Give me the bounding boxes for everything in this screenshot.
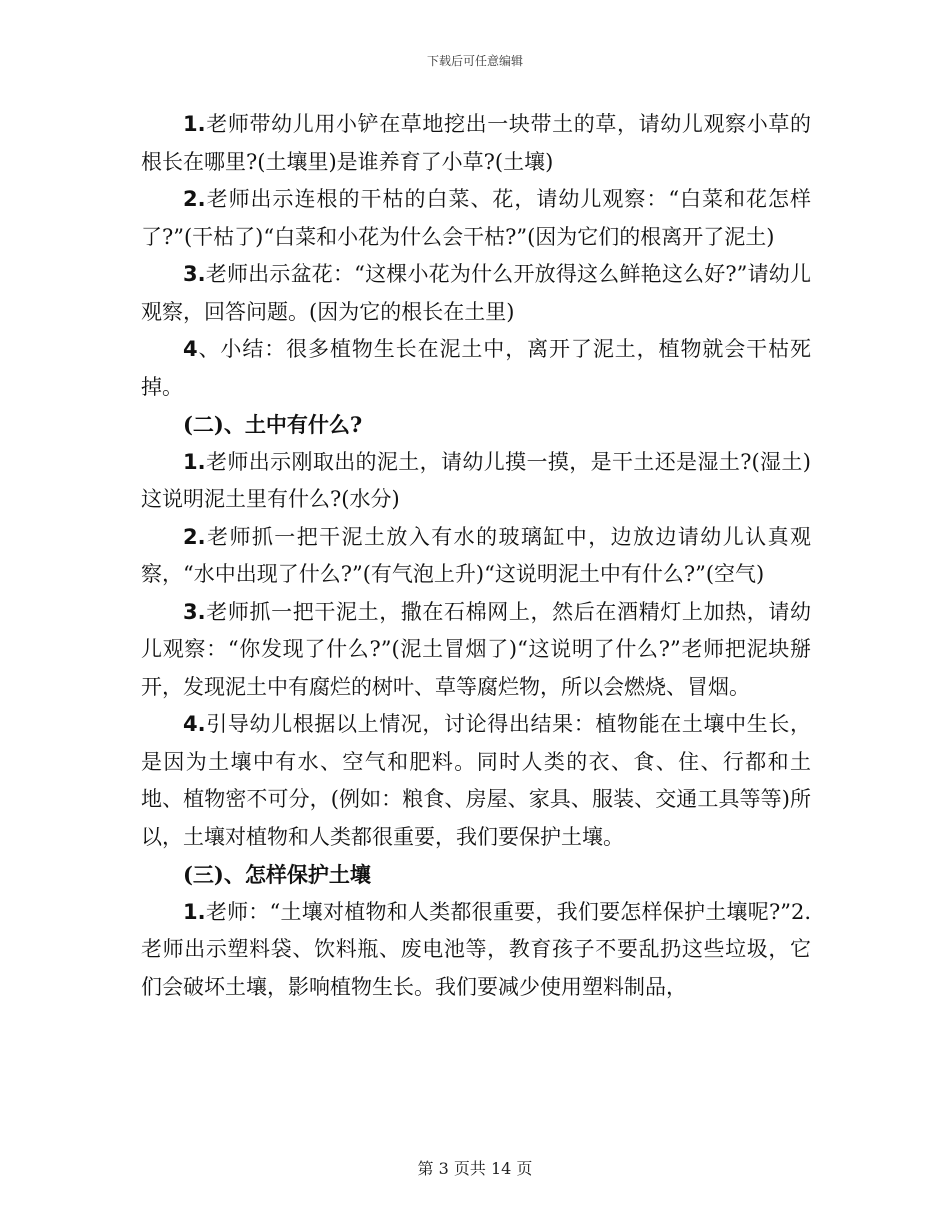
paragraph-text: 老师出示盆花：“这棵小花为什么开放得这么鲜艳这么好?”请幼儿观察，回答问题。(因为它的根长在土里) (141, 262, 811, 324)
section-heading: (二)、土中有什么? (183, 412, 363, 437)
paragraph-text: 老师出示刚取出的泥土，请幼儿摸一摸，是干土还是湿土?(湿土)这说明泥土里有什么?(水分) (141, 449, 811, 511)
paragraph-text: 引导幼儿根据以上情况，讨论得出结果：植物能在土壤中生长，是因为土壤中有水、空气和肥料。同时人类的衣、食、住、行都和土地、植物密不可分，(例如：粮食、房屋、家具、服装、交通工具等等)所以，土壤对植物和人类都很重要，我们要保护土壤。 (141, 712, 811, 849)
item-number: 4 (183, 337, 198, 361)
paragraph-text: 老师出示连根的干枯的白菜、花，请幼儿观察：“白菜和花怎样了?”(干枯了)“白菜和小花为什么会干枯?”(因为它们的根离开了泥土) (141, 187, 811, 249)
paragraph-text: 老师：“土壤对植物和人类都很重要，我们要怎样保护土壤呢?”2.老师出示塑料袋、饮料瓶、废电池等，教育孩子不要乱扔这些垃圾，它们会破坏土壤，影响植物生长。我们要减少使用塑料制品， (141, 899, 811, 999)
paragraph-text: 老师抓一把干泥土，撒在石棉网上，然后在酒精灯上加热，请幼儿观察：“你发现了什么?”(泥土冒烟了)“这说明了什么?”老师把泥块掰开，发现泥土中有腐烂的树叶、草等腐烂物，所以会燃烧、冒烟。 (141, 599, 811, 699)
paragraph (141, 331, 811, 406)
paragraph (141, 444, 811, 519)
paragraph (141, 256, 811, 331)
item-number: 3. (183, 262, 206, 286)
paragraph (141, 519, 811, 594)
item-number: 2. (183, 524, 206, 549)
document-body (141, 106, 811, 1006)
page-header: 下载后可任意编辑 (426, 54, 523, 68)
item-number: 2. (183, 187, 206, 211)
paragraph (141, 594, 811, 707)
paragraph-text: 老师带幼儿用小铲在草地挖出一块带土的草，请幼儿观察小草的根长在哪里?(土壤里)是谁养育了小草?(土壤) (141, 112, 811, 174)
item-number: 1. (183, 899, 206, 924)
paragraph (141, 706, 811, 856)
paragraph (141, 106, 811, 181)
item-number: 1. (183, 449, 206, 474)
section-heading: (三)、怎样保护土壤 (183, 862, 371, 887)
page-footer: 第 3 页共 14 页 (417, 1159, 533, 1178)
paragraph (141, 181, 811, 256)
item-number: 1. (183, 112, 206, 136)
item-number: 3. (183, 599, 206, 624)
paragraph-text: 老师抓一把干泥土放入有水的玻璃缸中，边放边请幼儿认真观察，“水中出现了什么?”(有气泡上升)“这说明泥土中有什么?”(空气) (141, 524, 811, 586)
item-number: 4. (183, 712, 206, 736)
paragraph-text: 、小结：很多植物生长在泥土中，离开了泥土，植物就会干枯死掉。 (141, 337, 811, 399)
paragraph (141, 894, 811, 1007)
